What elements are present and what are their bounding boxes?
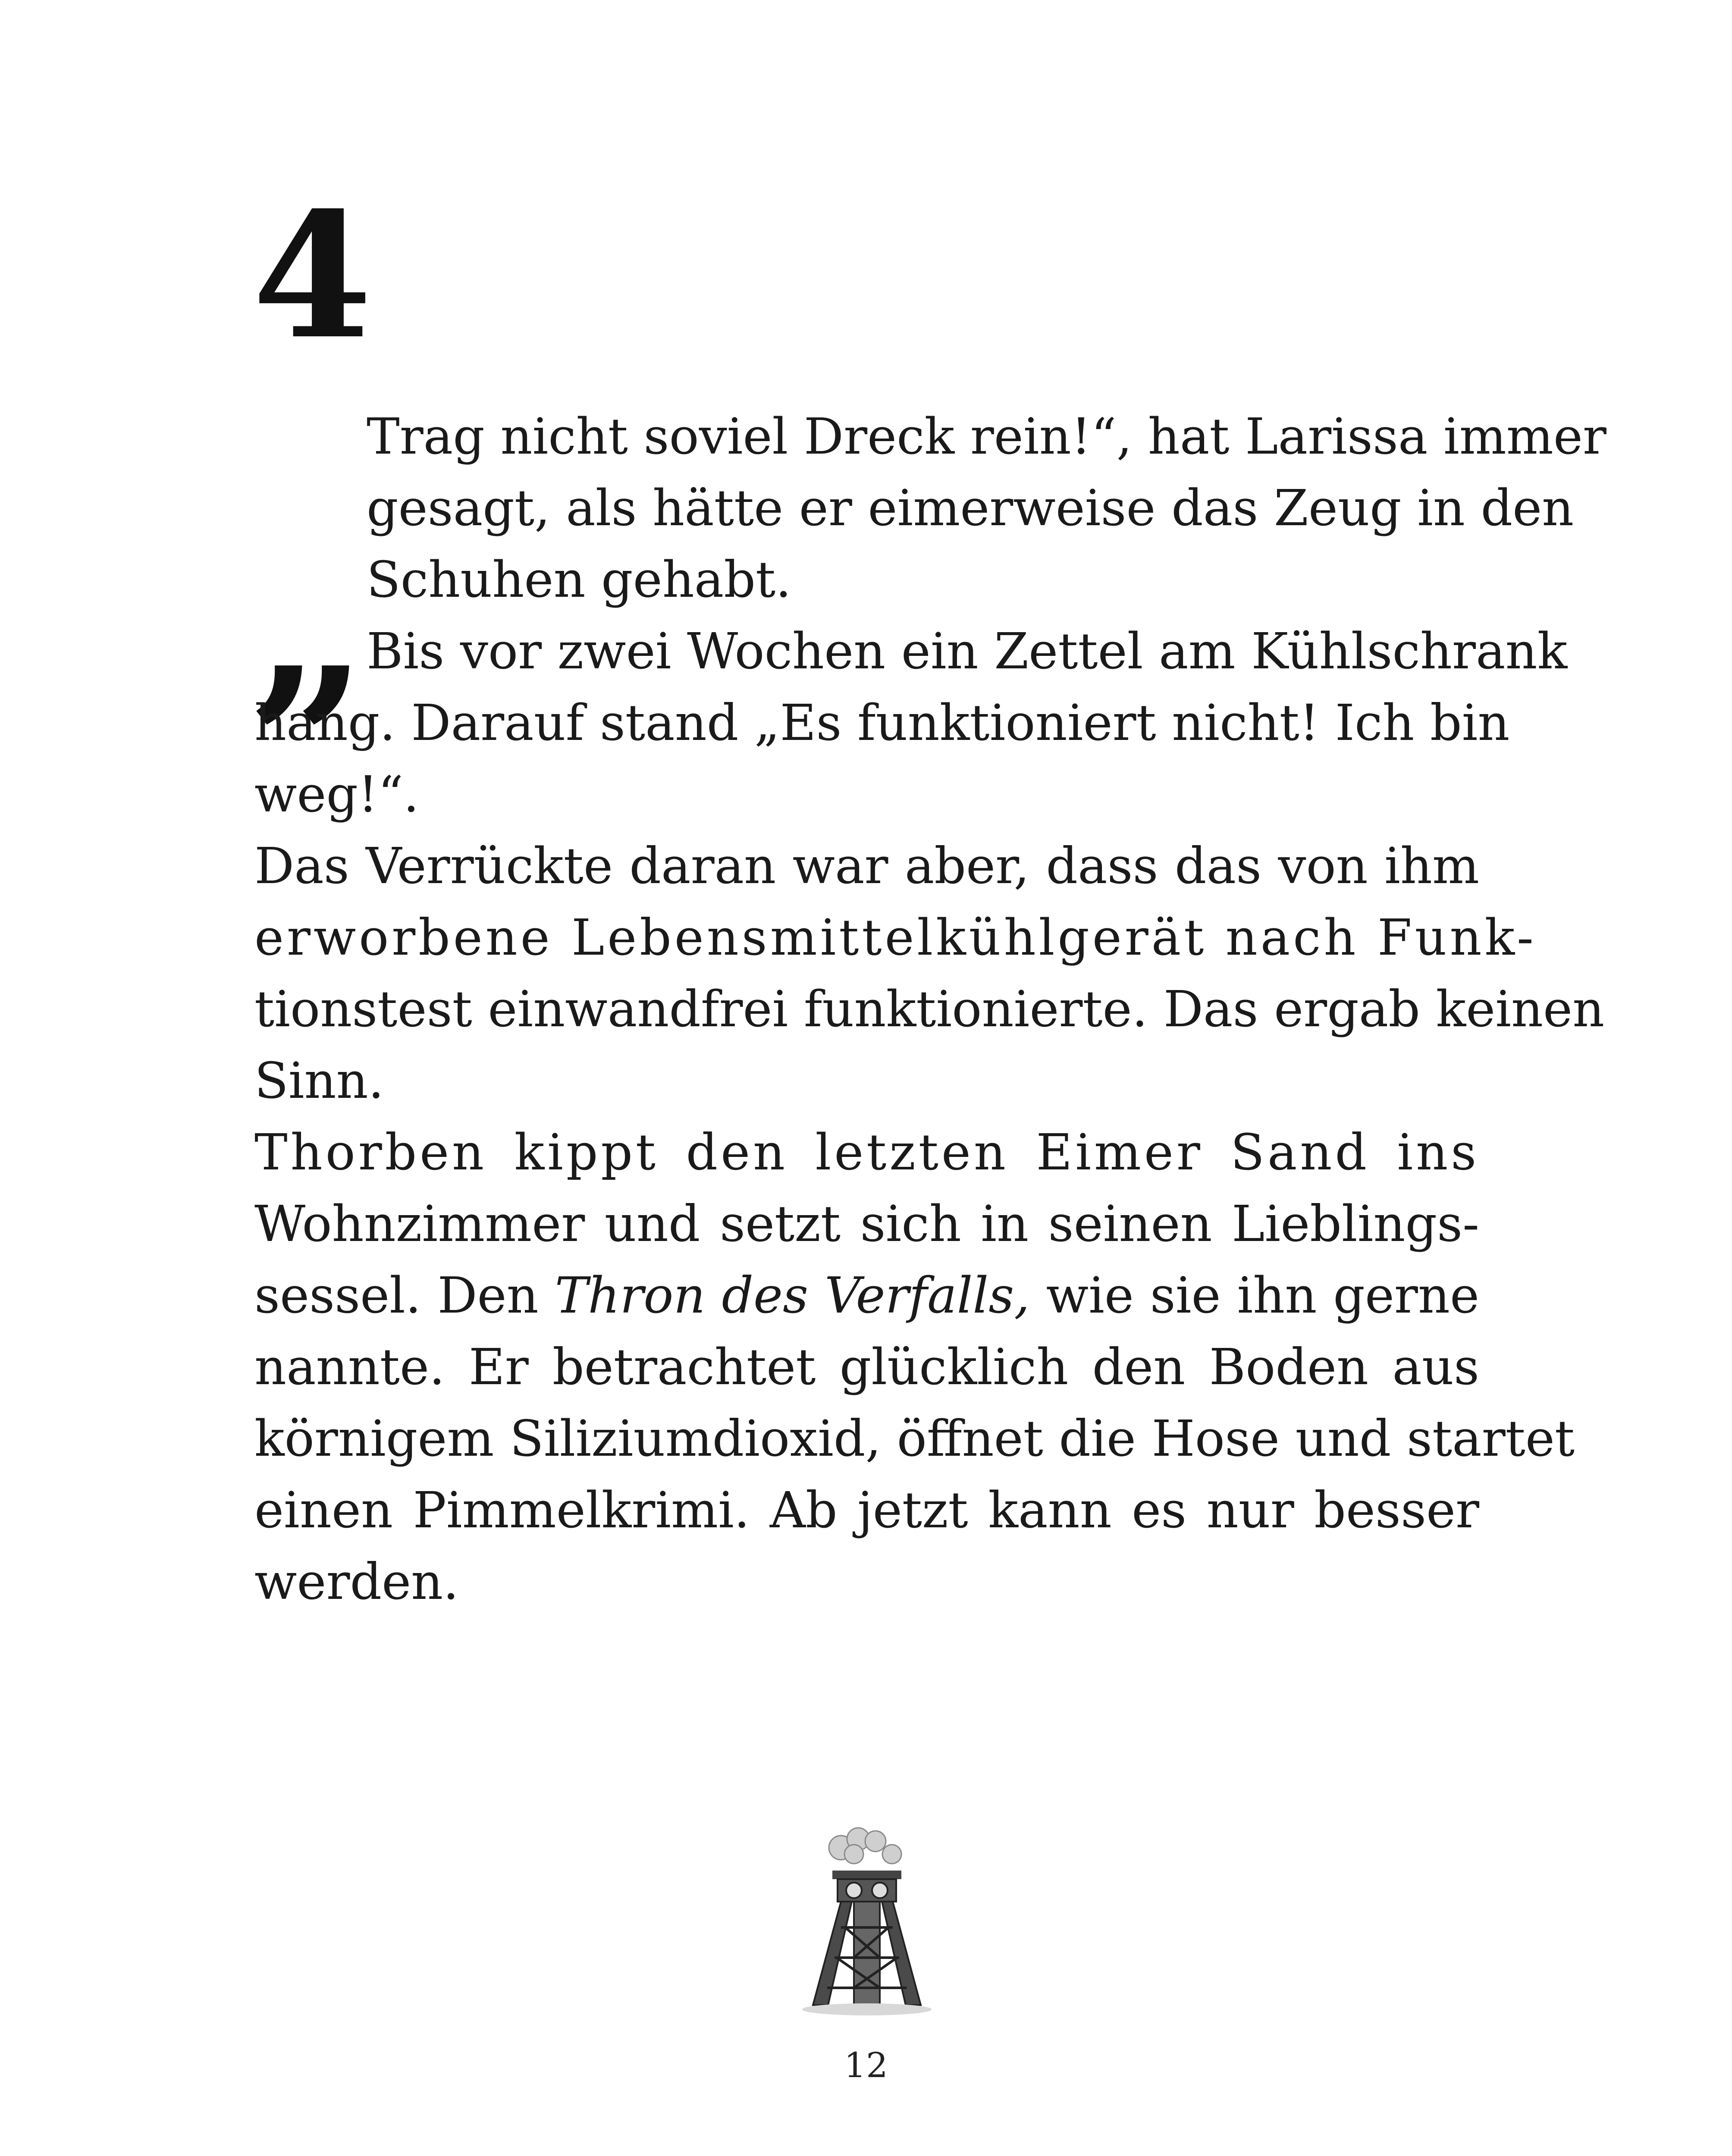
text-line-5: hang. Darauf stand „Es funktioniert nicht! Ich bin: [254, 694, 1510, 752]
text-line-10: Sinn.: [254, 1052, 384, 1110]
text-line-11: Thorben kippt den letzten Eimer Sand ins: [254, 1124, 1479, 1181]
chapter-number: 4: [252, 175, 373, 377]
text-line-4: Bis vor zwei Wochen ein Zettel am Kühlschrank: [367, 623, 1568, 680]
text-line-1: Trag nicht soviel Dreck rein!“, hat Larissa immer: [367, 408, 1606, 466]
text-line-6: weg!“.: [254, 766, 419, 824]
text-line-3: Schuhen gehabt.: [367, 551, 791, 609]
text-line-13-start: sessel. Den: [254, 1267, 555, 1325]
text-line-14: nannte. Er betrachtet glücklich den Boden aus: [254, 1338, 1479, 1396]
text-line-12: Wohnzimmer und setzt sich in seinen Lieblings-: [254, 1195, 1479, 1253]
text-line-16: einen Pimmelkrimi. Ab jetzt kann es nur besser: [254, 1482, 1479, 1539]
text-line-8: erworbene Lebensmittelkühlgerät nach Funk-: [254, 909, 1537, 967]
text-line-15: körnigem Siliziumdioxid, öffnet die Hose und startet: [254, 1410, 1575, 1468]
mine-headframe-icon: [789, 1824, 944, 2022]
text-line-13-end: wie sie ihn gerne: [1029, 1267, 1480, 1325]
text-line-13: [254, 1260, 1479, 1332]
italic-title: Thron des Verfalls,: [555, 1267, 1030, 1325]
page-number: 12: [844, 2045, 888, 2085]
opening-quote-mark: „: [250, 504, 370, 747]
text-line-2: gesagt, als hätte er eimerweise das Zeug in den: [367, 479, 1574, 537]
text-line-9: tionstest einwandfrei funktionierte. Das ergab keinen: [254, 981, 1605, 1038]
text-line-17: werden.: [254, 1553, 459, 1611]
text-line-7: Das Verrückte daran war aber, dass das von ihm: [254, 837, 1479, 895]
